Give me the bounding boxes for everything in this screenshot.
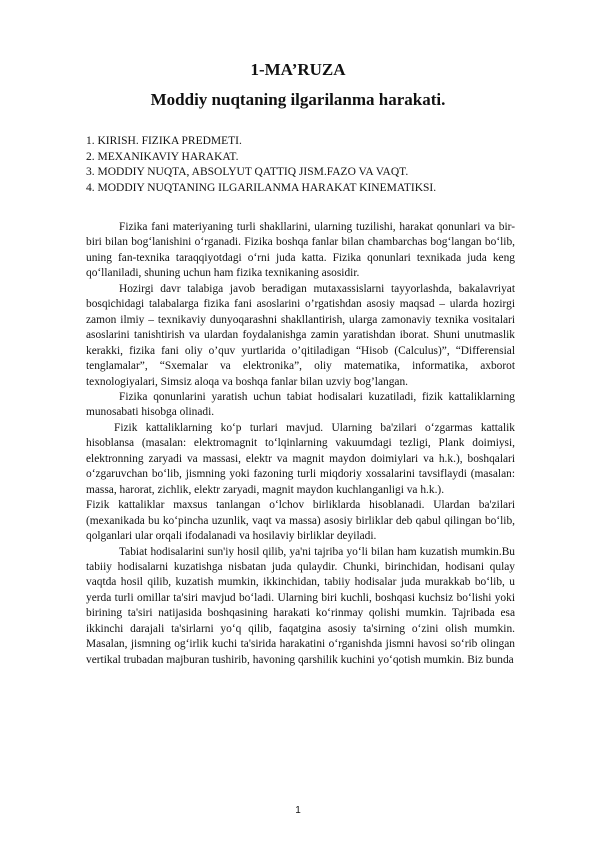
outline-item: 1. KIRISH. FIZIKA PREDMETI. xyxy=(86,135,242,147)
paragraph: Tabiat hodisalarini sun'iy hosil qilib, ya'ni tajriba yo‘li bilan ham kuzatish mumkin.Bu tabiiy hodisalarni kuzatishga nisbatan juda qulaydir. Chunki, birinchidan, hodisani qulay vaqtda hosil qilib, kuzatish mumkin, ikkinchidan, tabiiy hodisalar juda murakkab bo‘lib, u yerda turli omillar ta'siri mavjud bo‘ladi. Ularning biri kuchli, boshqasi kuchsiz bo‘lishi yoki birining ta'siri natijasida boshqasining harakati ko‘rinmay qolishi mumkin. Tajribada esa ikkinchi darajali ta'sirlarni yo‘q qilib, faqatgina asosiy ta'sirning o‘zini olish mumkin. Masalan, jismning og‘irlik kuchi ta'sirida harakatini o‘rganishda jismni havosi so‘rib olingan vertikal trubadan majburan tushirib, havoning qarshilik kuchini yo‘qotish mumkin. Biz bunda xyxy=(86,545,515,666)
paragraph: Fizik kattaliklarning ko‘p turlari mavjud. Ularning ba'zilari o‘zgarmas kattalik hisoblansa (masalan: elektromagnit to‘lqinlarning vakuumdagi tezligi, Plank doimiysi, elektronning zaryadi va massasi, elektr va magnit maydon doimiylari va h.k.), boshqalari o‘zgaruvchan bo‘lib, jismning yoki fazoning turli miqdoriy xossalarini tavsiflaydi (masalan: massa, harorat, zichlik, elektr zaryadi, magnit maydon kuchlanganligi va h.k.). xyxy=(86,421,515,496)
paragraph: Fizika qonunlarini yaratish uchun tabiat hodisalari kuzatiladi, fizik kattaliklarning munosabati hisobga olinadi. xyxy=(86,390,515,419)
paragraph: Fizik kattaliklar maxsus tanlangan o‘lchov birliklarda hisoblanadi. Ulardan ba'zilari (mexanikada bu ko‘pincha uzunlik, vaqt va massa) asosiy birliklar deb qabul qilingan bo‘lib, qolganlari ular orqali ifodalanadi va hosilaviy birliklar deyiladi. xyxy=(86,499,515,543)
outline-item: 4. MODDIY NUQTANING ILGARILANMA HARAKAT KINEMATIKSI. xyxy=(86,181,437,194)
paragraph: Fizika fani materiyaning turli shakllarini, ularning tuzilishi, harakat qonunlari va bir-biri bilan bog‘lanishini o‘rganadi. Fizika boshqa fanlar bilan chambarchas bog‘langan bo‘lib, uning fan-texnika taraqqiyotdagi o‘rni juda katta. Fizika qonunlari texnikada juda keng qo‘llaniladi, shuning uchun ham fizika texnikaning asosidir. xyxy=(86,221,515,280)
lecture-title: 1-MA’RUZA xyxy=(250,60,346,79)
outline-item: 2. MEXANIKAVIY HARAKAT. xyxy=(86,150,239,163)
lecture-subtitle: Moddiy nuqtaning ilgarilanma harakati. xyxy=(150,90,446,109)
page-number: 1 xyxy=(295,805,301,816)
paragraph: Hozirgi davr talabiga javob beradigan mutaxassislarni tayyorlashda, bakalavriyat bosqichidagi talabalarga fizika fani asoslarini o’rgatishdan asosiy maqsad – ularda hozirgi zamon ilmiy – texnikaviy dunyoqarashni shakllantirish, ularga zamonaviy texnika vositalari asoslarini tanishtirish va ulardan foydalanishga zamin yaratishdan iborat. Shuni unutmaslik kerakki, fizika fani oliy o’quv yurtlarida o’qitiladigan “Hisob (Calculus)”, “Differensial tenglamalar”, “Sxemalar va elektronika”, oliy matematika, informatika, axborot texnologiyalari, Simsiz aloqa va boshqa fanlar bilan uzviy bog’langan. xyxy=(86,282,515,388)
body-text xyxy=(86,220,515,668)
outline-item: 3. MODDIY NUQTA, ABSOLYUT QATTIQ JISM.FAZO VA VAQT. xyxy=(86,166,409,178)
topic-outline xyxy=(86,134,556,196)
